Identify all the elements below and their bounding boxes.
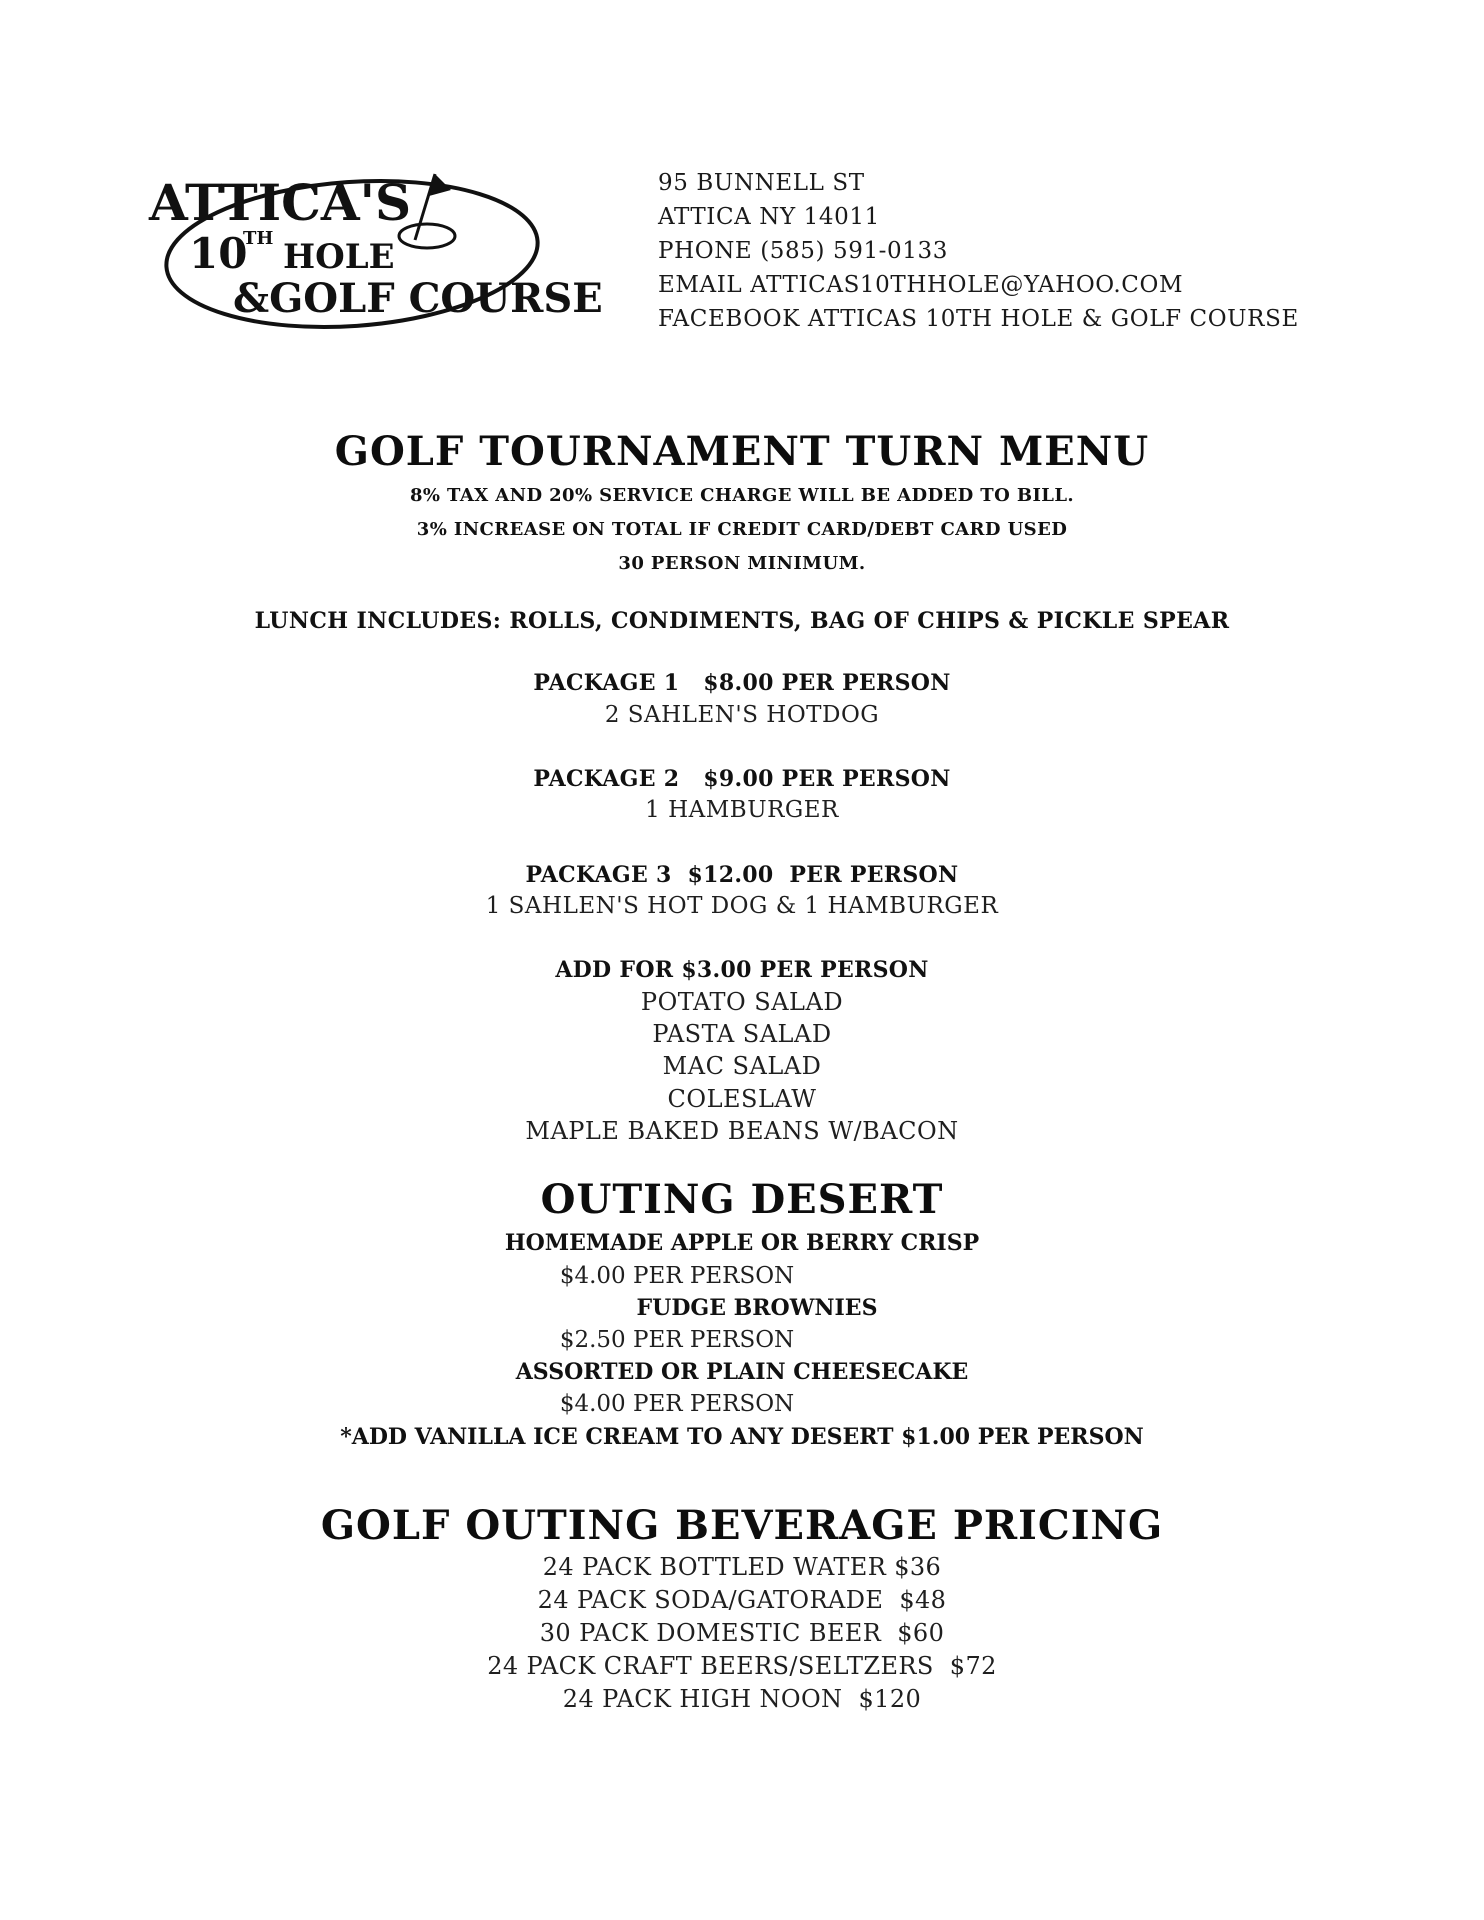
addon-title: ADD FOR $3.00 PER PERSON [555,957,929,983]
addon-item: MAPLE BAKED BEANS W/BACON [525,1117,959,1145]
menu-title: GOLF TOURNAMENT TURN MENU [334,428,1150,475]
ice-cream-note: *ADD VANILLA ICE CREAM TO ANY DESERT $1.00 PER PERSON [340,1424,1144,1450]
addon-item: MAC SALAD [662,1052,822,1080]
logo-line2-word: HOLE [283,237,395,277]
note-credit: 3% INCREASE ON TOTAL IF CREDIT CARD/DEBT CARD USED [416,519,1068,540]
beverage-item: 24 PACK BOTTLED WATER $36 [542,1553,942,1581]
desert-item-name: FUDGE BROWNIES [636,1295,878,1321]
logo [145,162,603,330]
logo-line1: ATTICA'S [149,173,412,232]
package-2-title: PACKAGE 2 $9.00 PER PERSON [533,766,951,792]
phone: PHONE (585) 591-0133 [658,238,948,264]
address: 95 BUNNELL ST [658,170,865,196]
beverage-item: 24 PACK HIGH NOON $120 [562,1685,922,1713]
package-1-desc: 2 SAHLEN'S HOTDOG [604,702,880,728]
city-state-zip: ATTICA NY 14011 [658,204,880,230]
addon-item: COLESLAW [667,1085,817,1113]
addon-item: POTATO SALAD [640,988,844,1016]
desert-item-price: $2.50 PER PERSON [559,1327,795,1353]
desert-item-price: $4.00 PER PERSON [559,1263,795,1289]
logo-line2-superscript: TH [243,228,274,249]
beverage-item: 24 PACK CRAFT BEERS/SELTZERS $72 [487,1652,997,1680]
note-tax: 8% TAX AND 20% SERVICE CHARGE WILL BE ADDED TO BILL. [409,485,1075,506]
package-3-title: PACKAGE 3 $12.00 PER PERSON [525,862,959,888]
logo-line3: &GOLF COURSE [233,275,603,322]
package-3-desc: 1 SAHLEN'S HOT DOG & 1 HAMBURGER [485,893,999,919]
desert-item-price: $4.00 PER PERSON [559,1391,795,1417]
desert-item-name: ASSORTED OR PLAIN CHEESECAKE [515,1359,969,1385]
desert-title: OUTING DESERT [540,1176,944,1223]
logo-line2-number: 10 [189,229,248,278]
lunch-includes: LUNCH INCLUDES: ROLLS, CONDIMENTS, BAG OF CHIPS & PICKLE SPEAR [254,608,1230,634]
desert-item-name: HOMEMADE APPLE OR BERRY CRISP [504,1230,980,1256]
beverage-item: 24 PACK SODA/GATORADE $48 [537,1586,947,1614]
package-2-desc: 1 HAMBURGER [645,797,839,823]
note-minimum: 30 PERSON MINIMUM. [618,553,866,574]
beverage-title: GOLF OUTING BEVERAGE PRICING [320,1502,1164,1549]
addon-item: PASTA SALAD [652,1020,832,1048]
contact-block [658,166,1458,336]
email: EMAIL ATTICAS10THHOLE@YAHOO.COM [658,272,1184,298]
beverage-item: 30 PACK DOMESTIC BEER $60 [539,1619,945,1647]
package-1-title: PACKAGE 1 $8.00 PER PERSON [533,670,951,696]
facebook: FACEBOOK ATTICAS 10TH HOLE & GOLF COURSE [658,306,1299,332]
logo-graphic [145,162,603,330]
